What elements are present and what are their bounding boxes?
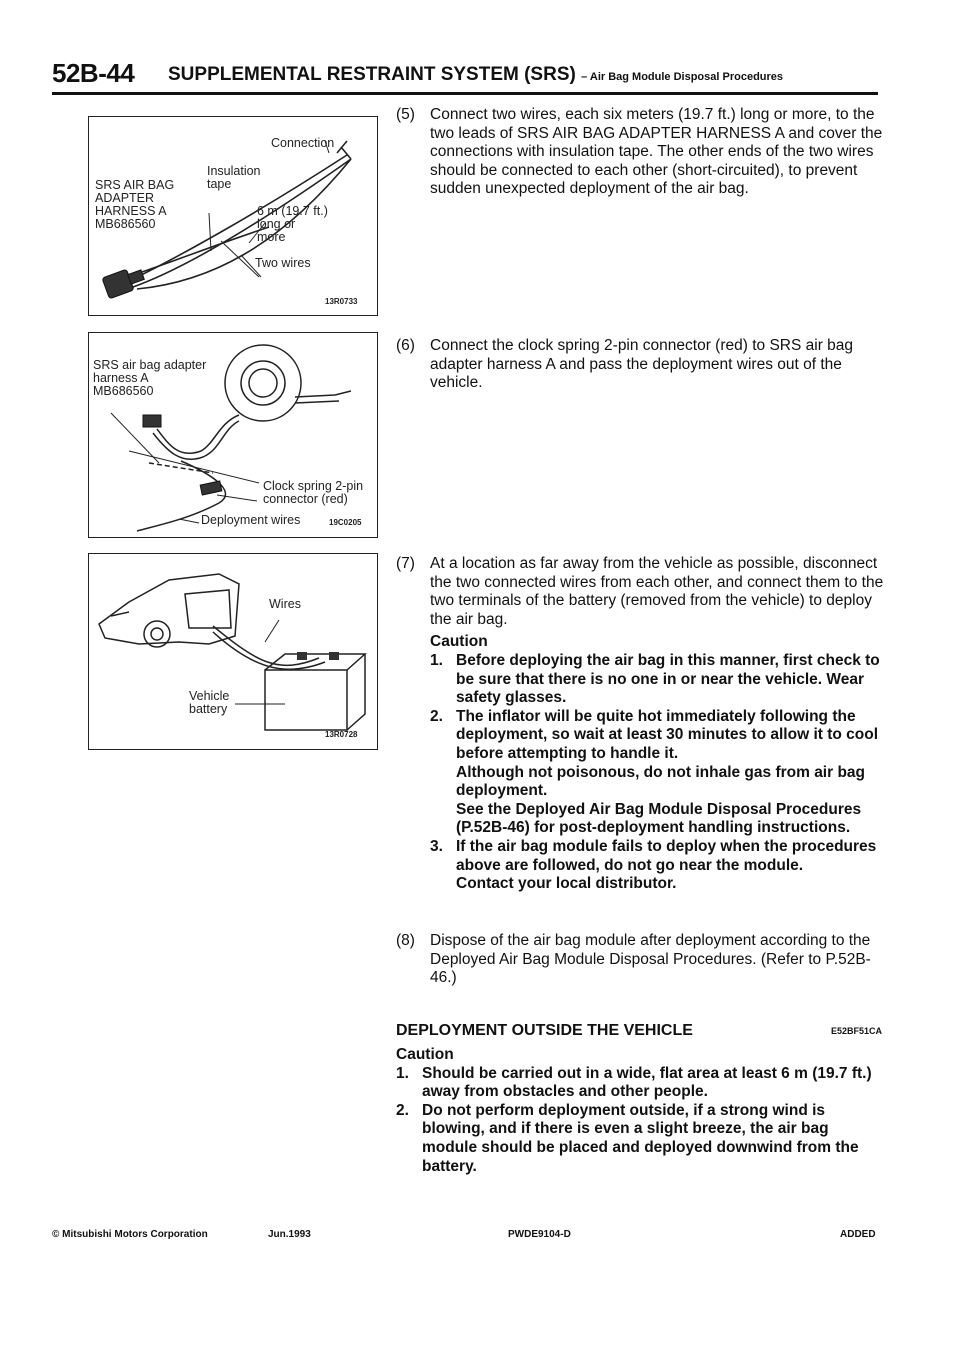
section-code: 52B-44 (52, 58, 135, 88)
label-length-2: long or (257, 217, 296, 231)
label-harness-2: ADAPTER (95, 191, 155, 205)
caution-text: If the air bag module fails to deploy when the procedures above are followed, do not go near the module. (456, 837, 877, 874)
footer-doc-code: PWDE9104-D (508, 1229, 571, 1240)
label-connection: Connection (271, 136, 335, 150)
label-adapter-3: MB686560 (93, 384, 154, 398)
step-5 (396, 106, 884, 199)
step-number: (5) (396, 106, 415, 123)
label-insulation-1: Insulation (207, 164, 261, 178)
caution-number: 3. (430, 837, 443, 855)
caution-text: Do not perform deployment outside, if a strong wind is blowing, and if there is even a slight breeze, the air bag module should be placed and deployed downwind from the battery. (422, 1101, 859, 1175)
caution-number: 1. (396, 1064, 409, 1082)
step-text: At a location as far away from the vehicle as possible, disconnect the two connected wires from each other, and connect them to the two terminals of the battery (removed from the vehicle) to deploy the air bag. (430, 555, 884, 628)
caution-text-reference: See the Deployed Air Bag Module Disposal Procedures (P.52B-46) for post-deployment handling instructions. (456, 800, 862, 837)
step-7 (396, 555, 884, 894)
figure-battery (88, 553, 378, 750)
step-text: Dispose of the air bag module after deployment according to the Deployed Air Bag Module Disposal Procedures. (Refer to P.52B-46.) (430, 932, 871, 987)
step-number: (6) (396, 337, 415, 354)
label-deployment-wires: Deployment wires (201, 513, 301, 527)
figure-code: 19C0205 (329, 518, 362, 527)
battery-illustration (89, 554, 377, 749)
step-8 (396, 932, 884, 988)
figure-clock-spring (88, 332, 378, 538)
caution-text-contact: Contact your local distributor. (456, 875, 677, 893)
caution-number: 2. (396, 1101, 409, 1119)
label-clock-2: connector (red) (263, 492, 348, 506)
label-adapter-1: SRS air bag adapter (93, 358, 207, 372)
footer-copyright: © Mitsubishi Motors Corporation (52, 1229, 208, 1240)
figure-wire-connection (88, 116, 378, 316)
page-title (168, 64, 783, 86)
section-heading-text: DEPLOYMENT OUTSIDE THE VEHICLE (396, 1022, 693, 1039)
label-harness-3: HARNESS A (95, 204, 167, 218)
figure-code: 13R0728 (325, 730, 358, 739)
section-heading (396, 1022, 882, 1040)
caution-text: Should be carried out in a wide, flat area at least 6 m (19.7 ft.) away from obstacles and other people. (422, 1064, 872, 1101)
step-6 (396, 337, 884, 393)
caution-item-2 (396, 1102, 882, 1176)
label-wires: Wires (269, 597, 301, 611)
section-code: E52BF51CA (830, 1026, 882, 1036)
caution-text: The inflator will be quite hot immediately following the deployment, so wait at least 30 minutes to allow it to cool before attempting to handle it. (456, 707, 879, 762)
caution-number: 2. (430, 707, 443, 725)
caution-text-note: Although not poisonous, do not inhale gas from air bag deployment. (456, 763, 866, 800)
caution-item-1 (396, 1065, 882, 1102)
step-number: (8) (396, 932, 415, 949)
footer-status: ADDED (840, 1229, 876, 1240)
label-insulation-2: tape (207, 177, 232, 191)
step-number: (7) (396, 555, 415, 572)
label-harness-4: MB686560 (95, 217, 156, 231)
caution-number: 1. (430, 651, 443, 669)
page-header (52, 58, 878, 95)
label-length-3: more (257, 230, 286, 244)
label-battery-2: battery (189, 702, 228, 716)
label-length-1: 6 m (19.7 ft.) (257, 204, 328, 218)
outside-caution-block (396, 1046, 882, 1176)
figure-code: 13R0733 (325, 297, 358, 306)
footer-date: Jun.1993 (268, 1229, 311, 1240)
page-title-main: SUPPLEMENTAL RESTRAINT SYSTEM (SRS) (168, 64, 576, 85)
label-two-wires: Two wires (255, 256, 311, 270)
caution-text: Before deploying the air bag in this manner, first check to be sure that there is no one in or near the vehicle. Wear safety glasses. (456, 651, 880, 707)
caution-item-3 (430, 838, 884, 894)
label-harness-1: SRS AIR BAG (95, 178, 175, 192)
label-clock-1: Clock spring 2-pin (263, 479, 364, 493)
label-adapter-2: harness A (93, 371, 149, 385)
caution-item-2 (430, 708, 884, 838)
label-battery-1: Vehicle (189, 689, 230, 703)
page-subtitle: – Air Bag Module Disposal Procedures (581, 71, 784, 83)
caution-item-1 (430, 652, 884, 708)
caution-heading: Caution (396, 1046, 454, 1063)
step-text: Connect the clock spring 2-pin connector (red) to SRS air bag adapter harness A and pass the deployment wires out of the vehicle. (430, 337, 854, 392)
caution-heading: Caution (430, 633, 488, 651)
step-text: Connect two wires, each six meters (19.7 ft.) long or more, to the two leads of SRS AIR BAG ADAPTER HARNESS A and cover the connections with insulation tape. The other ends of the two wires should be connected to each other (short-circuited), to prevent sudden unexpected deployment of the air bag. (430, 106, 883, 198)
